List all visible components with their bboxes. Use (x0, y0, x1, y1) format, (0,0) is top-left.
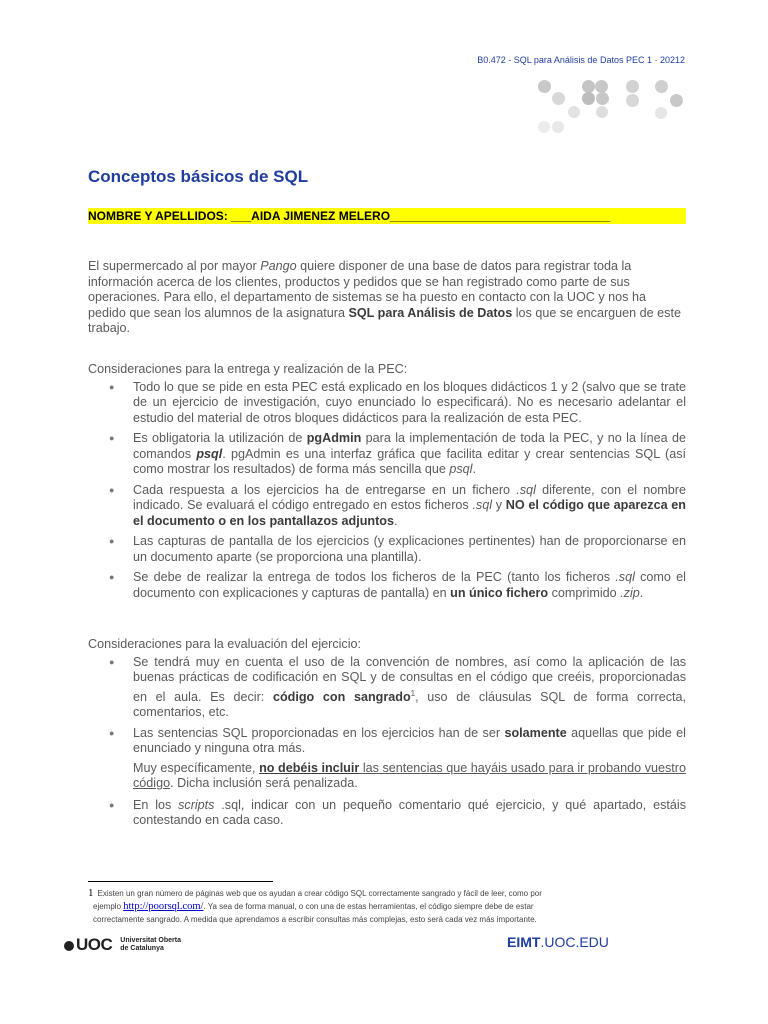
list-item: ● Las sentencias SQL proporcionadas en los ejercicios han de ser solamente aquellas que pide el enunciado y ninguna otra más. (88, 726, 686, 757)
document-title: Conceptos básicos de SQL (88, 167, 309, 186)
section-heading: Consideraciones para la entrega y realización de la PEC: (88, 362, 408, 376)
list-item: ● En los scripts .sql, indicar con un pequeño comentario qué ejercicio, y qué apartado, estáis contestando en cada caso. (88, 798, 686, 829)
list-item: ● Se tendrá muy en cuenta el uso de la convención de nombres, así como la aplicación de las buenas prácticas de codificación en SQL y de consultas en el código que creéis, proporcionadas en el aula. Es decir: código con sangrado$^1$, uso de cláusulas SQL de forma correcta, comentarios, etc. (88, 655, 686, 721)
dot-pattern-icon (530, 78, 690, 138)
penalty-note: Muy específicamente, no debéis incluir las sentencias que hayáis usado para ir probando vuestro código. Dicha inclusión será penalizada. (133, 760, 686, 791)
poorsql-link[interactable]: http://poorsql.com/ (123, 901, 204, 912)
student-name-line[interactable]: NOMBRE Y APELLIDOS: ___AIDA JIMENEZ MELERO_________________________________ (88, 208, 686, 224)
footnote-reference[interactable]: 1 (410, 688, 416, 698)
uoc-logo: UOC Universitat Oberta de Catalunya (64, 935, 181, 955)
footnote-divider (88, 881, 273, 882)
list-item: ● Se debe de realizar la entrega de todos los ficheros de la PEC (tanto los ficheros .sql como el documento con explicaciones y capturas de pantalla) en un único fichero comprimido .zip. (88, 570, 686, 601)
header-course-reference: B0.472 - SQL para Análisis de Datos PEC 1 · 20212 (477, 55, 685, 65)
list-item: ● Las capturas de pantalla de los ejercicios (y explicaciones pertinentes) han de proporcionarse en un documento aparte (se proporciona una plantilla). (88, 534, 686, 565)
intro-paragraph: El supermercado al por mayor Pango quiere disponer de una base de datos para registrar toda la información acerca de los clientes, productos y pedidos que se han registrado como parte de sus operaciones. Para ello, el departamento de sistemas se ha puesto en contacto con la UOC y nos ha pedido que sean los alumnos de la asignatura SQL para Análisis de Datos los que se encarguen de este trabajo. (88, 259, 681, 335)
footnote: $^1$ Existen un gran número de páginas web que os ayudan a crear código SQL correctamente sangrado y fácil de leer, como por ejemplo http://poorsql.com/. Ya sea de forma manual, o con una de estas herramientas, el código siempre debe de estar correctamente sangrado. A medida que aprendamos a escribir consultas más complejas, esto será cada vez más importante. (88, 887, 542, 924)
list-item: ● Todo lo que se pide en esta PEC está explicado en los bloques didácticos 1 y 2 (salvo que se trate de un ejercicio de investigación, cuyo enunciado lo especificará). No es necesario adelantar el estudio del material de otros bloques didácticos para la realización de esta PEC. (88, 380, 686, 427)
eimt-website[interactable]: EIMT.UOC.EDU (507, 934, 609, 950)
evaluation-considerations (88, 637, 686, 834)
list-item: ● Es obligatoria la utilización de pgAdmin para la implementación de toda la PEC, y no la línea de comandos psql. pgAdmin es una interfaz gráfica que facilita editar y crear sentencias SQL (así como mostrar los resultados) de forma más sencilla que psql. (88, 431, 686, 478)
section-heading: Consideraciones para la evaluación del ejercicio: (88, 637, 362, 651)
list-item: ● Cada respuesta a los ejercicios ha de entregarse en un fichero .sql diferente, con el nombre indicado. Se evaluará el código entregado en estos ficheros .sql y NO el código que aparezca en el documento o en los pantallazos adjuntos. (88, 483, 686, 530)
delivery-considerations (88, 362, 686, 606)
